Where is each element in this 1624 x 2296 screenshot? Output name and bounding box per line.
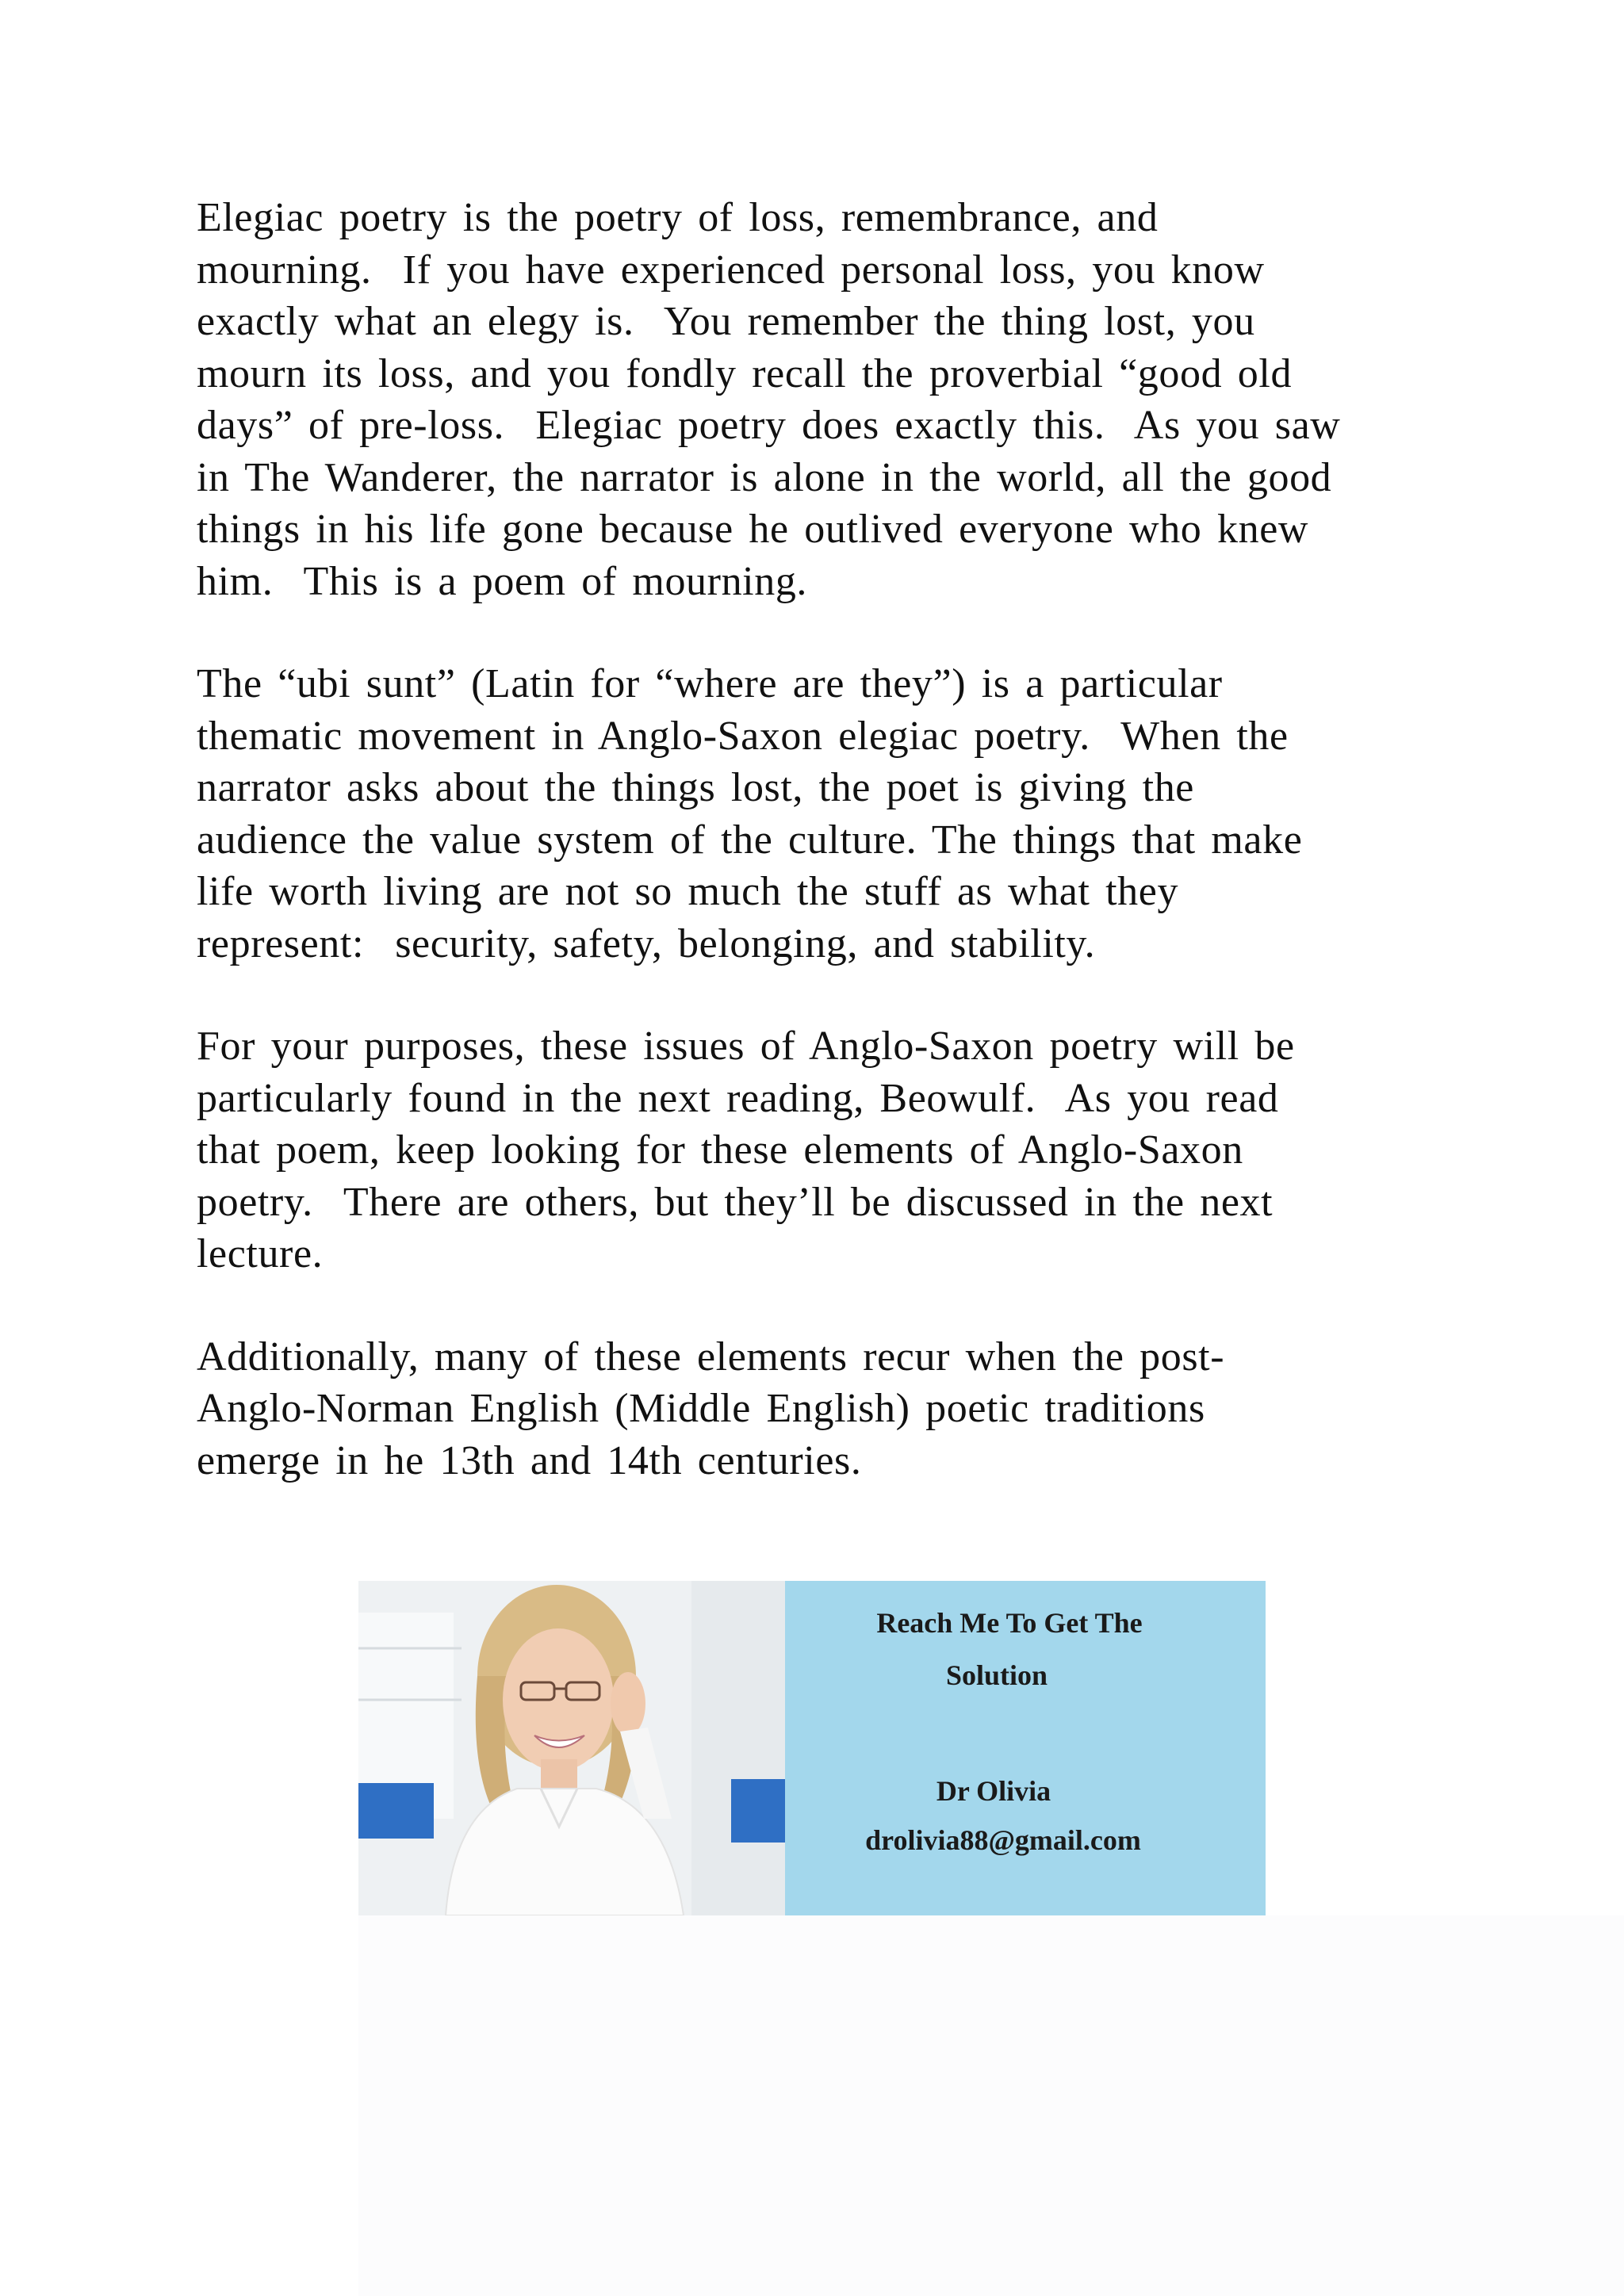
page-shade-region [358, 1915, 1624, 2296]
text-line: things in his life gone because he outlived everyone who knew [197, 507, 1309, 552]
contact-banner[interactable] [358, 1581, 1266, 1915]
text-line: thematic movement in Anglo-Saxon elegiac poetry. When the [197, 713, 1289, 759]
woman-illustration [358, 1581, 785, 1915]
banner-heading-line1: Reach Me To Get The [876, 1607, 1143, 1639]
banner-heading-line2: Solution [945, 1659, 1048, 1691]
text-line: emerge in he 13th and 14th centuries. [197, 1437, 862, 1483]
paragraph-ubi-sunt [197, 658, 1497, 970]
text-line: Additionally, many of these elements recur when the post- [197, 1334, 1225, 1380]
body-text [197, 192, 1497, 1537]
text-line: particularly found in the next reading, Beowulf. As you read [197, 1075, 1279, 1121]
text-line: that poem, keep looking for these elements of Anglo-Saxon [197, 1127, 1243, 1173]
text-line: poetry. There are others, but they’ll be discussed in the next [197, 1179, 1274, 1225]
text-line: The “ubi sunt” (Latin for “where are they”) is a particular [197, 661, 1223, 706]
text-line: represent: security, safety, belonging, and stability. [197, 920, 1096, 966]
paragraph-purposes [197, 1020, 1497, 1280]
text-line: days” of pre-loss. Elegiac poetry does exactly this. As you saw [197, 403, 1341, 448]
text-line: audience the value system of the culture. The things that make [197, 817, 1303, 863]
text-line: lecture. [197, 1231, 324, 1276]
paragraph-elegiac-poetry [197, 192, 1497, 607]
text-line: narrator asks about the things lost, the poet is giving the [197, 765, 1194, 810]
text-line: exactly what an elegy is. You remember the thing lost, you [197, 299, 1255, 344]
paragraph-additionally [197, 1331, 1497, 1487]
contact-panel [785, 1581, 1266, 1915]
text-line: in The Wanderer, the narrator is alone in the world, all the good [197, 454, 1332, 500]
text-line: For your purposes, these issues of Anglo-Saxon poetry will be [197, 1024, 1295, 1069]
contact-name: Dr Olivia [936, 1775, 1051, 1807]
text-line: life worth living are not so much the stuff as what they [197, 869, 1179, 914]
text-line: mourn its loss, and you fondly recall the proverbial “good old [197, 350, 1293, 396]
contact-email-link[interactable]: drolivia88@gmail.com [865, 1824, 1141, 1856]
text-line: Elegiac poetry is the poetry of loss, remembrance, and [197, 195, 1159, 240]
text-line: mourning. If you have experienced personal loss, you know [197, 247, 1265, 293]
text-line: him. This is a poem of mourning. [197, 558, 808, 604]
text-line: Anglo-Norman English (Middle English) poetic traditions [197, 1386, 1205, 1431]
woman-photo [358, 1581, 785, 1915]
